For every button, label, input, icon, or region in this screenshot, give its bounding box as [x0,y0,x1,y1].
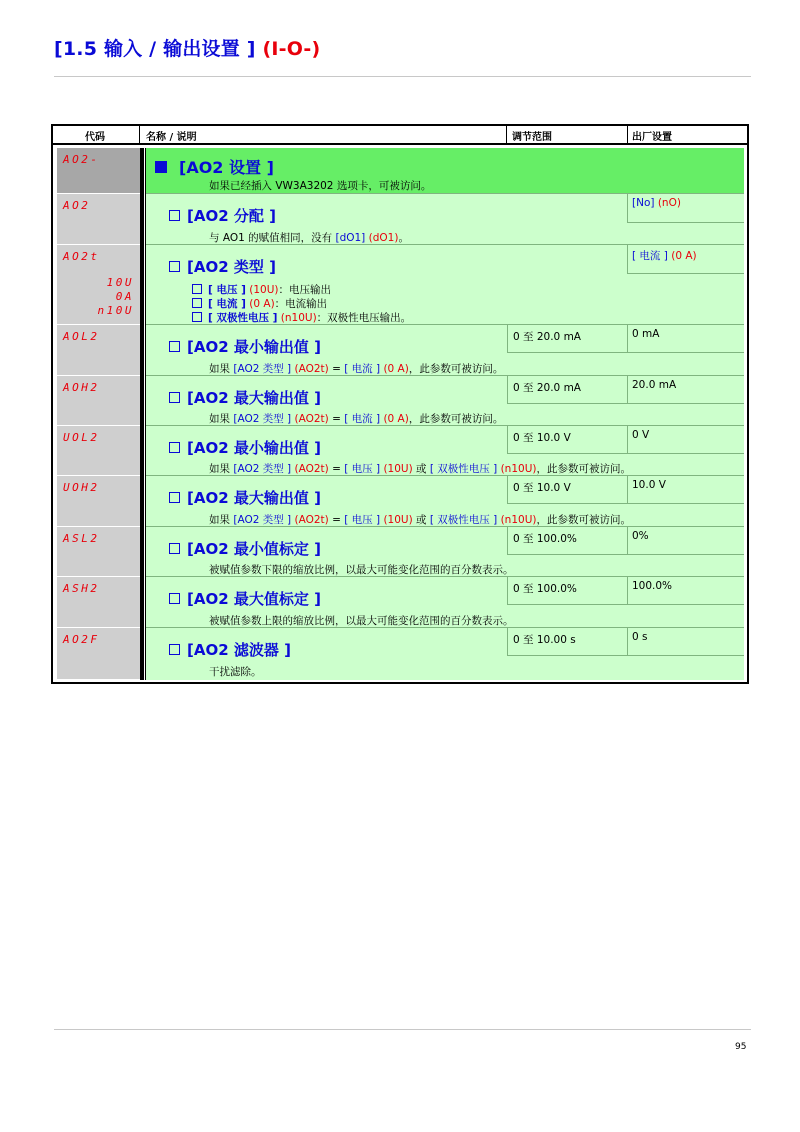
range-value: 0 至 10.00 s [507,628,627,656]
code-cell: AO2F [57,628,140,680]
checkbox-icon [169,593,180,604]
checkbox-icon [169,392,180,403]
param-row [146,577,744,628]
menu-header-row [146,148,744,194]
checkbox-icon [169,210,180,221]
page-title [54,34,320,61]
range-value: 0 至 100.0% [507,527,627,555]
menu-desc: 如果已经插入 VW3A3202 选项卡，可被访问。 [209,180,432,192]
param-desc: 如果 [AO2 类型 ] (AO2t) = [ 电流 ] (0 A)，此参数可被访问。 [209,363,504,375]
param-name: [AO2 最大输出值 ] [169,387,321,408]
code-cell: AO2 [57,194,140,245]
param-row [146,376,744,426]
param-name: [AO2 最小输出值 ] [169,336,321,357]
option-box-icon [192,298,202,308]
param-row [146,245,744,325]
param-name: [AO2 滤波器 ] [169,639,291,660]
option-box-icon [192,312,202,322]
code-column [57,148,140,680]
code-cell: UOL2 [57,426,140,476]
range-value: 0 至 20.0 mA [507,325,627,353]
checkbox-icon [169,442,180,453]
range-value: 0 至 10.0 V [507,476,627,504]
page-title-main: [1.5 输入 / 输出设置 ] [54,38,256,60]
option-item: [ 电压 ] (10U)：电压输出 [192,282,331,297]
param-name: [AO2 最小值标定 ] [169,538,321,559]
param-row [146,527,744,577]
param-name: [AO2 最大输出值 ] [169,487,321,508]
param-desc: 被赋值参数下限的缩放比例，以最大可能变化范围的百分数表示。 [209,564,514,576]
header-code: 代码 [85,132,105,143]
code-cell: AOL2 [57,325,140,376]
param-name: [AO2 类型 ] [169,256,276,277]
factory-setting: 0 s [627,628,744,656]
header-name: 名称 / 说明 [146,132,197,143]
factory-setting: 10.0 V [627,476,744,504]
code-cell: ASL2 [57,527,140,577]
column-separator [140,148,144,680]
param-desc: 如果 [AO2 类型 ] (AO2t) = [ 电流 ] (0 A)，此参数可被访问。 [209,413,504,425]
checkbox-icon [169,543,180,554]
bottom-divider [54,1029,751,1030]
param-name: [AO2 最大值标定 ] [169,588,321,609]
page-number: 95 [735,1042,747,1052]
param-desc: 与 AO1 的赋值相同，没有 [dO1] (dO1)。 [209,232,409,244]
factory-setting: 0 mA [627,325,744,353]
range-value: 0 至 20.0 mA [507,376,627,404]
factory-setting: 0 V [627,426,744,454]
range-value: 0 至 10.0 V [507,426,627,454]
code-cell: AO2t 10U 0A n10U [57,245,140,325]
factory-setting: 20.0 mA [627,376,744,404]
param-name: [AO2 最小输出值 ] [169,437,321,458]
checkbox-icon [169,261,180,272]
factory-setting: 0% [627,527,744,555]
option-item: [ 双极性电压 ] (n10U)：双极性电压输出。 [192,310,411,325]
parameter-table [51,124,749,684]
checkbox-icon [169,644,180,655]
option-item: [ 电流 ] (0 A)：电流输出 [192,296,327,311]
param-row [146,426,744,476]
option-box-icon [192,284,202,294]
type-subcodes: 10U 0A n10U [97,276,134,317]
square-bullet-icon [155,161,167,173]
param-desc: 如果 [AO2 类型 ] (AO2t) = [ 电压 ] (10U) 或 [ 双极性电压 ] (n10U)，此参数可被访问。 [209,463,631,475]
param-row [146,325,744,376]
param-name: [AO2 分配 ] [169,205,276,226]
header-range: 调节范围 [512,132,552,143]
content-column [146,148,744,680]
checkbox-icon [169,492,180,503]
param-row [146,476,744,527]
code-cell-menu [57,148,140,194]
menu-code: AO2- [63,153,100,166]
header-factory: 出厂设置 [632,132,672,143]
table-header [53,126,747,145]
param-row [146,628,744,680]
code-cell: ASH2 [57,577,140,628]
param-desc: 被赋值参数上限的缩放比例，以最大可能变化范围的百分数表示。 [209,615,514,627]
param-row [146,194,744,245]
code-cell: UOH2 [57,476,140,527]
param-desc: 干扰滤除。 [209,666,262,678]
range-value: 0 至 100.0% [507,577,627,605]
factory-setting: 100.0% [627,577,744,605]
checkbox-icon [169,341,180,352]
page-title-code: (I-O-) [262,38,321,60]
code-cell: AOH2 [57,376,140,426]
factory-setting: [ 电流 ] (0 A) [627,245,744,274]
top-divider [54,76,751,77]
menu-title: [AO2 设置 ] [155,155,274,178]
factory-setting: [No] (nO) [627,194,744,223]
param-desc: 如果 [AO2 类型 ] (AO2t) = [ 电压 ] (10U) 或 [ 双极性电压 ] (n10U)，此参数可被访问。 [209,514,631,526]
